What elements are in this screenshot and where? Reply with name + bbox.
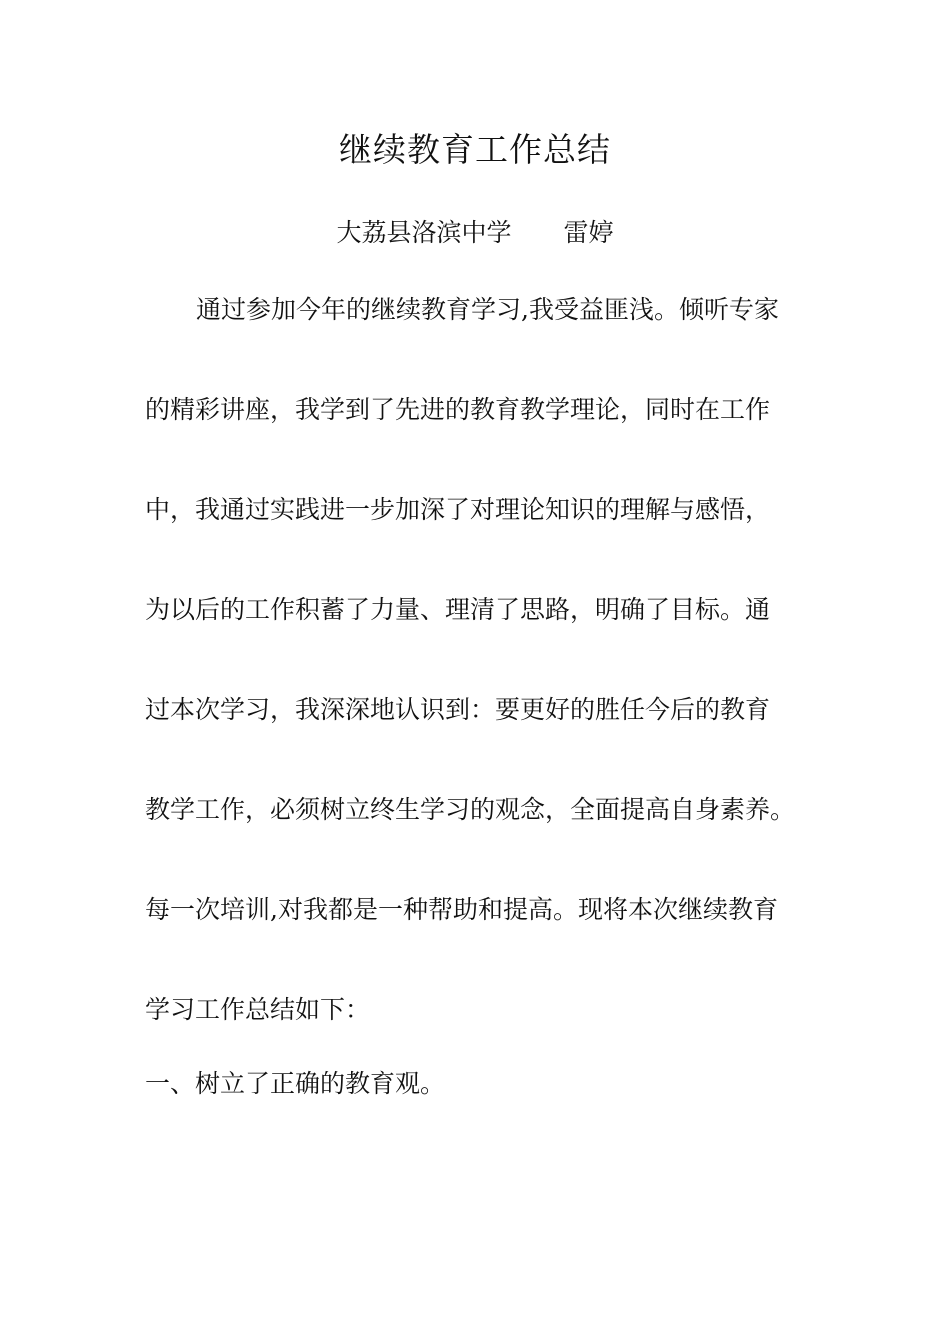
paragraph-line: 教学工作，必须树立终生学习的观念，全面提高自身素养。 <box>145 795 796 824</box>
paragraph-line: 的精彩讲座，我学到了先进的教育教学理论，同时在工作 <box>145 395 771 424</box>
paragraph-line: 中，我通过实践进一步加深了对理论知识的理解与感悟， <box>145 495 771 524</box>
paragraph-line: 为以后的工作积蓄了力量、理清了思路，明确了目标。通 <box>145 595 771 624</box>
paragraph-line: 学习工作总结如下： <box>145 995 371 1024</box>
author-name: 雷婷 <box>563 218 614 247</box>
school-name: 大荔县洛滨中学 <box>336 218 512 247</box>
author-byline <box>0 216 950 250</box>
paragraph-line: 过本次学习，我深深地认识到：要更好的胜任今后的教育 <box>145 695 771 724</box>
document-title: 继续教育工作总结 <box>339 130 611 169</box>
section-heading: 一、树立了正确的教育观。 <box>145 1069 446 1098</box>
paragraph-line: 通过参加今年的继续教育学习,我受益匪浅。倾听专家 <box>196 295 779 324</box>
paragraph-line: 每一次培训,对我都是一种帮助和提高。现将本次继续教育 <box>145 895 778 924</box>
